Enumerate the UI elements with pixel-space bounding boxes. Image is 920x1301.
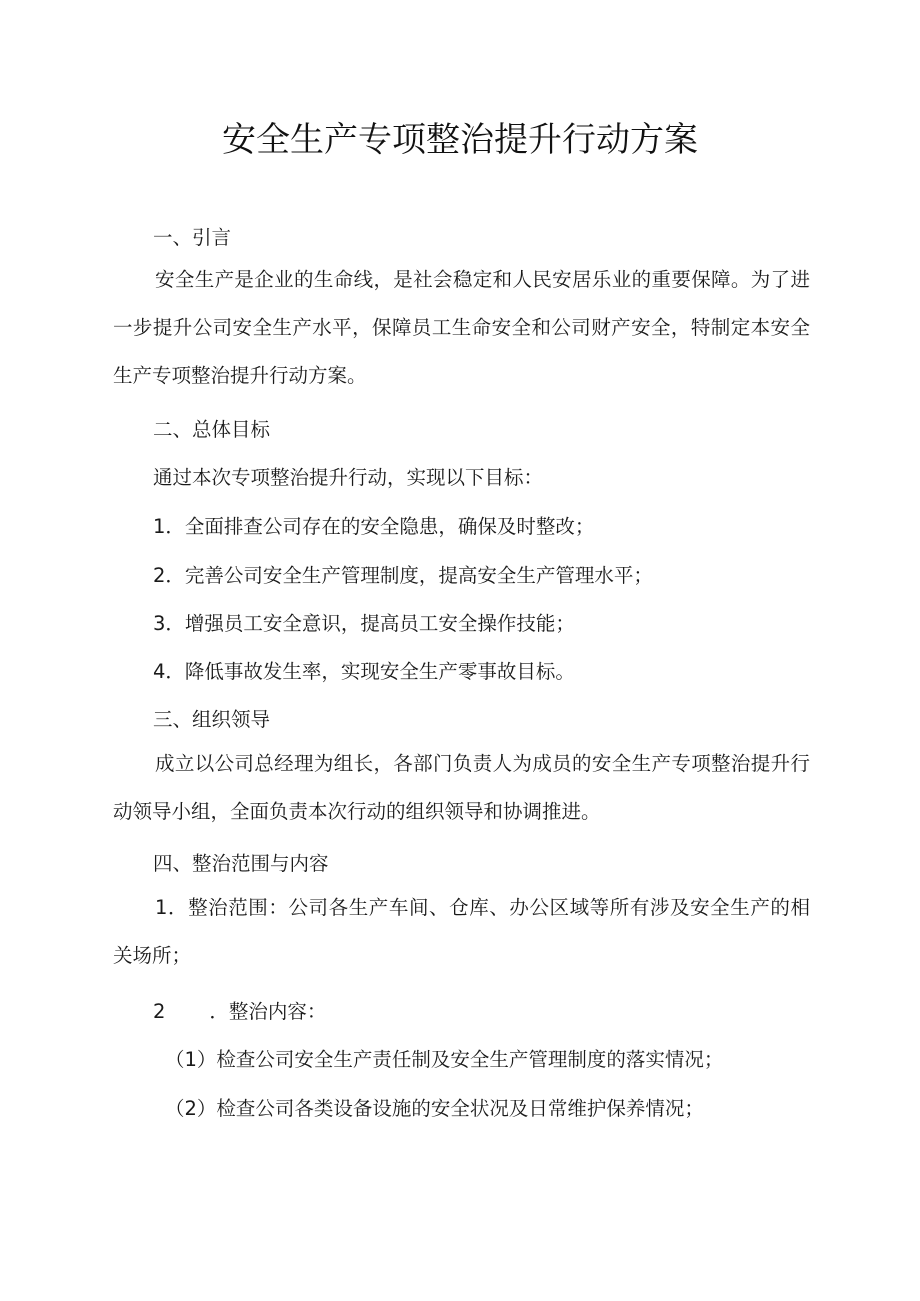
goal-item-4: 4．降低事故发生率，实现安全生产零事故目标。	[153, 660, 575, 683]
content-subitem-1: （1）检查公司安全生产责任制及安全生产管理制度的落实情况；	[165, 1048, 724, 1071]
section-heading-goals: 二、总体目标	[153, 418, 271, 441]
scope-item: 1．整治范围：公司各生产车间、仓库、办公区域等所有涉及安全生产的相关场所；	[113, 896, 810, 967]
goal-item-3: 3．增强员工安全意识，提高员工安全操作技能；	[153, 612, 575, 635]
section-heading-intro: 一、引言	[153, 226, 232, 249]
content-item-heading	[153, 996, 326, 1024]
section-intro-paragraph: 安全生产是企业的生命线，是社会稳定和人民安居乐业的重要保障。为了进一步提升公司安全生产水平，保障员工生命安全和公司财产安全，特制定本安全生产专项整治提升行动方案。	[113, 268, 810, 387]
section-heading-scope: 四、整治范围与内容	[153, 852, 329, 875]
content-subitem-2: （2）检查公司各类设备设施的安全状况及日常维护保养情况；	[165, 1097, 704, 1120]
goal-item-1: 1．全面排查公司存在的安全隐患，确保及时整改；	[153, 515, 595, 538]
content-item-label: ．整治内容：	[209, 1000, 327, 1023]
section-heading-organization: 三、组织领导	[153, 708, 271, 731]
goals-intro: 通过本次专项整治提升行动，实现以下目标：	[153, 466, 544, 489]
goal-item-2: 2．完善公司安全生产管理制度，提高安全生产管理水平；	[153, 564, 653, 587]
document-title: 安全生产专项整治提升行动方案	[222, 120, 698, 160]
content-item-number: 2	[153, 1000, 166, 1023]
section-organization-paragraph: 成立以公司总经理为组长，各部门负责人为成员的安全生产专项整治提升行动领导小组，全面负责本次行动的组织领导和协调推进。	[113, 752, 810, 823]
